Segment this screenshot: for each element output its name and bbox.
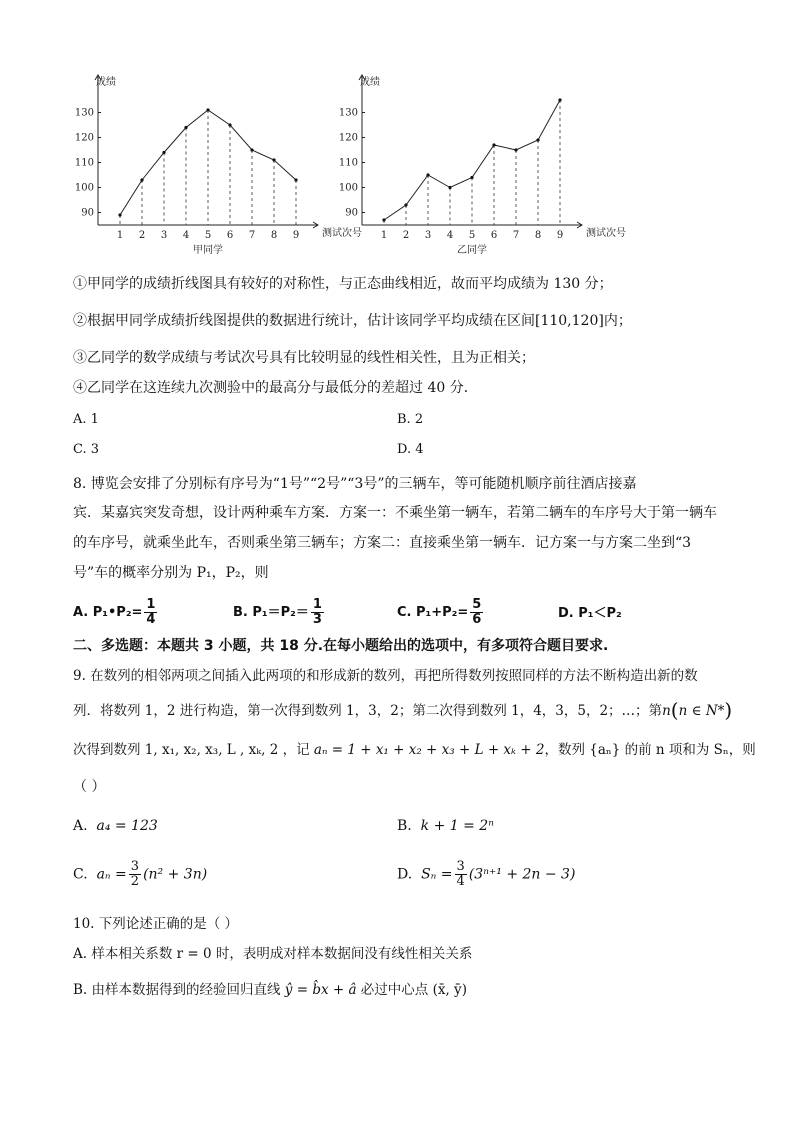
q7-statement-2: ②根据甲同学成绩折线图提供的数据进行统计，估计该同学平均成绩在区间[110,120]内；	[73, 313, 632, 329]
jia-xtick-label: 8	[270, 230, 278, 241]
q9-option-c-lhs: aₙ =	[96, 866, 127, 883]
q8-option-b	[233, 598, 326, 627]
yi-xtick-label: 1	[380, 230, 388, 241]
line-chart-jia	[70, 60, 362, 260]
yi-ytick-label: 120	[338, 132, 358, 144]
q8-option-d: D. P₁＜P₂	[558, 606, 622, 621]
q10-regression-line: ŷ = b̂x + â	[284, 982, 357, 998]
yi-data-point	[514, 148, 517, 151]
yi-data-point	[404, 203, 407, 206]
q9-option-b-label: B.	[397, 818, 412, 834]
yi-ytick-label: 100	[338, 182, 358, 194]
q9-line-2: 列．将数列 1，2 进行构造，第一次得到数列 1，3，2；第二次得到数列 1，4，3，5，2；…；第n(n ∈ N*)	[73, 698, 733, 722]
q8-line-3: 的车序号，就乘坐此车，否则乘坐第三辆车；方案二：直接乘坐第一辆车．记方案一与方案二坐到“3	[73, 535, 692, 551]
jia-data-point	[272, 158, 275, 161]
q9-option-c	[73, 860, 207, 889]
yi-caption: 乙同学	[457, 245, 487, 256]
q7-option-c: C. 3	[73, 442, 100, 457]
jia-ytick-label: 110	[74, 157, 94, 169]
q9-option-d-lhs: Sₙ =	[421, 866, 453, 883]
yi-data-point	[382, 218, 385, 221]
yi-xtick-label: 8	[534, 230, 542, 241]
q9-option-a-math: a₄ = 123	[96, 818, 158, 834]
q8-c-denominator: 6	[472, 612, 482, 627]
jia-y-label: 成绩	[96, 77, 116, 88]
jia-caption: 甲同学	[193, 245, 223, 256]
q9-d-numerator: 3	[456, 859, 465, 874]
q9-option-b	[397, 817, 494, 835]
q10-option-b	[73, 980, 467, 1000]
q7-statement-1: ①甲同学的成绩折线图具有较好的对称性，与正态曲线相近，故而平均成绩为 130 分；	[73, 276, 613, 292]
q8-option-a-label: A. P₁•P₂=	[73, 605, 143, 620]
q9-line-3-text-a: 次得到数列 1, x₁, x₂, x₃, L , xₖ, 2 ，记	[73, 742, 314, 758]
jia-xtick-label: 9	[292, 230, 300, 241]
q9-c-denominator: 2	[130, 874, 140, 889]
q9-line-3	[73, 740, 756, 760]
chart-jia	[70, 60, 362, 264]
q9-n-domain: n ∈ N*	[678, 703, 725, 719]
q10-option-a: A. 样本相关系数 r = 0 时，表明成对样本数据间没有线性相关关系	[73, 946, 473, 962]
yi-xtick-label: 2	[402, 230, 410, 241]
q8-c-numerator: 5	[472, 597, 482, 612]
yi-ytick-label: 110	[338, 157, 358, 169]
yi-data-point	[426, 173, 429, 176]
q8-line-4: 号”车的概率分别为 P₁，P₂，则	[73, 565, 269, 581]
yi-xtick-label: 7	[512, 230, 520, 241]
q8-b-denominator: 3	[312, 612, 322, 627]
q9-d-denominator: 4	[456, 874, 465, 889]
yi-xtick-label: 9	[556, 230, 564, 241]
q9-option-a	[73, 817, 158, 835]
q8-line-1: 8. 博览会安排了分别标有序号为“1号”“2号”“3号”的三辆车，等可能随机顺序前往酒店接嘉	[73, 476, 637, 492]
q9-an-formula: aₙ = 1 + x₁ + x₂ + x₃ + L + xₖ + 2	[313, 742, 545, 758]
jia-ytick-label: 90	[81, 207, 94, 219]
q10-option-b-text-a: B. 由样本数据得到的经验回归直线	[73, 982, 285, 998]
jia-ytick-label: 100	[74, 182, 94, 194]
jia-xtick-label: 5	[204, 230, 212, 241]
jia-xtick-label: 6	[226, 230, 234, 241]
q9-option-d-label: D.	[397, 866, 413, 883]
jia-data-point	[118, 213, 121, 216]
jia-data-point	[294, 178, 297, 181]
q9-option-a-label: A.	[73, 818, 88, 834]
yi-ytick-label: 130	[338, 107, 358, 119]
q10-option-b-text-b: 必过中心点 (x̄, ȳ)	[356, 982, 467, 998]
q9-c-numerator: 3	[130, 859, 140, 874]
q9-answer-paren: （ ）	[73, 779, 106, 795]
yi-data-point	[536, 138, 539, 141]
q7-option-a: A. 1	[73, 412, 99, 427]
jia-xtick-label: 7	[248, 230, 256, 241]
yi-data-point	[448, 186, 451, 189]
jia-data-point	[228, 123, 231, 126]
q9-option-d	[397, 860, 575, 889]
q9-option-d-rhs: (3ⁿ⁺¹ + 2n − 3)	[468, 866, 576, 883]
q7-option-b: B. 2	[397, 412, 424, 427]
yi-xtick-label: 5	[468, 230, 476, 241]
yi-x-label: 测试次号	[586, 228, 626, 239]
q8-option-b-label: B. P₁＝P₂＝	[233, 605, 309, 620]
section-heading: 二、多选题：本题共 3 小题，共 18 分.在每小题给出的选项中，有多项符合题目要求.	[73, 638, 609, 654]
q8-option-c-label: C. P₁+P₂=	[397, 605, 469, 620]
jia-data-point	[162, 151, 165, 154]
chart-yi	[334, 60, 624, 264]
jia-data-point	[250, 148, 253, 151]
yi-ytick-label: 90	[345, 207, 358, 219]
q8-option-a	[73, 598, 159, 627]
jia-xtick-label: 2	[138, 230, 146, 241]
yi-xtick-label: 3	[424, 230, 432, 241]
q9-line-2-text: 列．将数列 1，2 进行构造，第一次得到数列 1，3，2；第二次得到数列 1，4，3，5，2；…；第	[73, 703, 663, 719]
jia-ytick-label: 130	[74, 107, 94, 119]
q9-option-b-math: k + 1 = 2ⁿ	[420, 818, 494, 834]
q8-option-c	[397, 598, 485, 627]
yi-xtick-label: 4	[446, 230, 454, 241]
q9-line-3-text-b: ，数列 {aₙ} 的前 n 项和为 Sₙ，则	[544, 742, 756, 758]
jia-series-line	[120, 110, 296, 215]
jia-data-point	[140, 178, 143, 181]
yi-data-point	[558, 98, 561, 101]
q7-statement-4: ④乙同学在这连续九次测验中的最高分与最低分的差超过 40 分．	[73, 380, 478, 396]
q7-statement-3: ③乙同学的数学成绩与考试次号具有比较明显的线性相关性，且为正相关；	[73, 350, 535, 366]
yi-xtick-label: 6	[490, 230, 498, 241]
q9-option-c-label: C.	[73, 866, 88, 883]
q9-option-c-rhs: (n² + 3n)	[143, 866, 208, 883]
yi-data-point	[492, 143, 495, 146]
jia-xtick-label: 4	[182, 230, 190, 241]
q9-line-1: 9. 在数列的相邻两项之间插入此两项的和形成新的数列，再把所得数列按照同样的方法不断构造出新的数	[73, 668, 698, 684]
jia-xtick-label: 3	[160, 230, 168, 241]
q8-b-numerator: 1	[312, 597, 322, 612]
jia-x-label: 测试次号	[322, 228, 362, 239]
jia-data-point	[184, 126, 187, 129]
q9-n: n	[662, 703, 671, 719]
yi-y-label: 成绩	[360, 77, 380, 88]
jia-xtick-label: 1	[116, 230, 124, 241]
q10-stem: 10. 下列论述正确的是（ ）	[73, 916, 239, 932]
jia-ytick-label: 120	[74, 132, 94, 144]
q8-a-numerator: 1	[146, 597, 156, 612]
line-chart-yi	[334, 60, 624, 260]
q8-line-2: 宾．某嘉宾突发奇想，设计两种乘车方案．方案一：不乘坐第一辆车，若第二辆车的车序号大于第一辆车	[73, 505, 717, 521]
q7-option-d: D. 4	[397, 442, 424, 457]
yi-data-point	[470, 176, 473, 179]
jia-data-point	[206, 108, 209, 111]
q8-a-denominator: 4	[146, 612, 156, 627]
